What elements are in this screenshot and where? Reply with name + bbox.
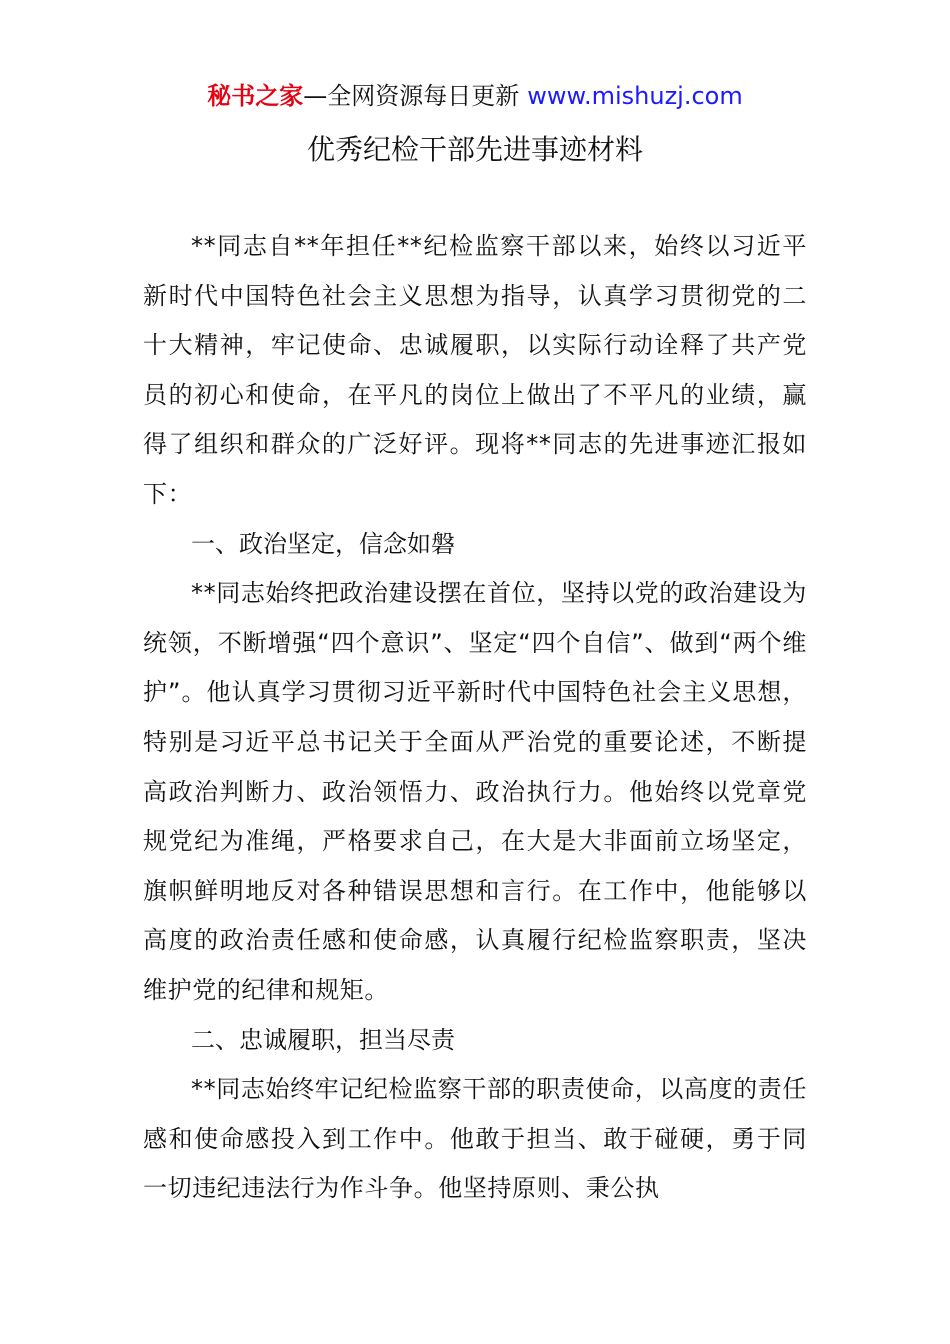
intro-paragraph: **同志自**年担任**纪检监察干部以来，始终以习近平新时代中国特色社会主义思想为指导，认真学习贯彻党的二十大精神，牢记使命、忠诚履职，以实际行动诠释了共产党员的初心和使命，在平凡的岗位上做出了不平凡的业绩，赢得了组织和群众的广泛好评。现将**同志的先进事迹汇报如下：: [143, 232, 807, 508]
site-brand: 秘书之家: [207, 82, 304, 110]
site-header: [0, 80, 950, 112]
section-1-paragraph: **同志始终把政治建设摆在首位，坚持以党的政治建设为统领，不断增强“四个意识”、坚定“四个自信”、做到“两个维护”。他认真学习贯彻习近平新时代中国特色社会主义思想，特别是习近平总书记关于全面从严治党的重要论述，不断提高政治判断力、政治领悟力、政治执行力。他始终以党章党规党纪为准绳，严格要求自己，在大是大非面前立场坚定，旗帜鲜明地反对各种错误思想和言行。在工作中，他能够以高度的政治责任感和使命感，认真履行纪检监察职责，坚决维护党的纪律和规矩。: [143, 579, 807, 1004]
site-url-link[interactable]: www.mishuzj.com: [527, 82, 743, 110]
site-tagline: —全网资源每日更新: [303, 82, 520, 110]
document-body: [143, 222, 807, 1214]
section-2-paragraph: **同志始终牢记纪检监察干部的职责使命，以高度的责任感和使命感投入到工作中。他敢于担当、敢于碰硬，勇于同一切违纪违法行为作斗争。他坚持原则、秉公执: [143, 1075, 807, 1203]
section-2-heading: 二、忠诚履职，担当尽责: [191, 1025, 455, 1054]
section-1-heading: 一、政治坚定，信念如磐: [191, 529, 455, 558]
page-title: 优秀纪检干部先进事迹材料: [306, 133, 643, 166]
